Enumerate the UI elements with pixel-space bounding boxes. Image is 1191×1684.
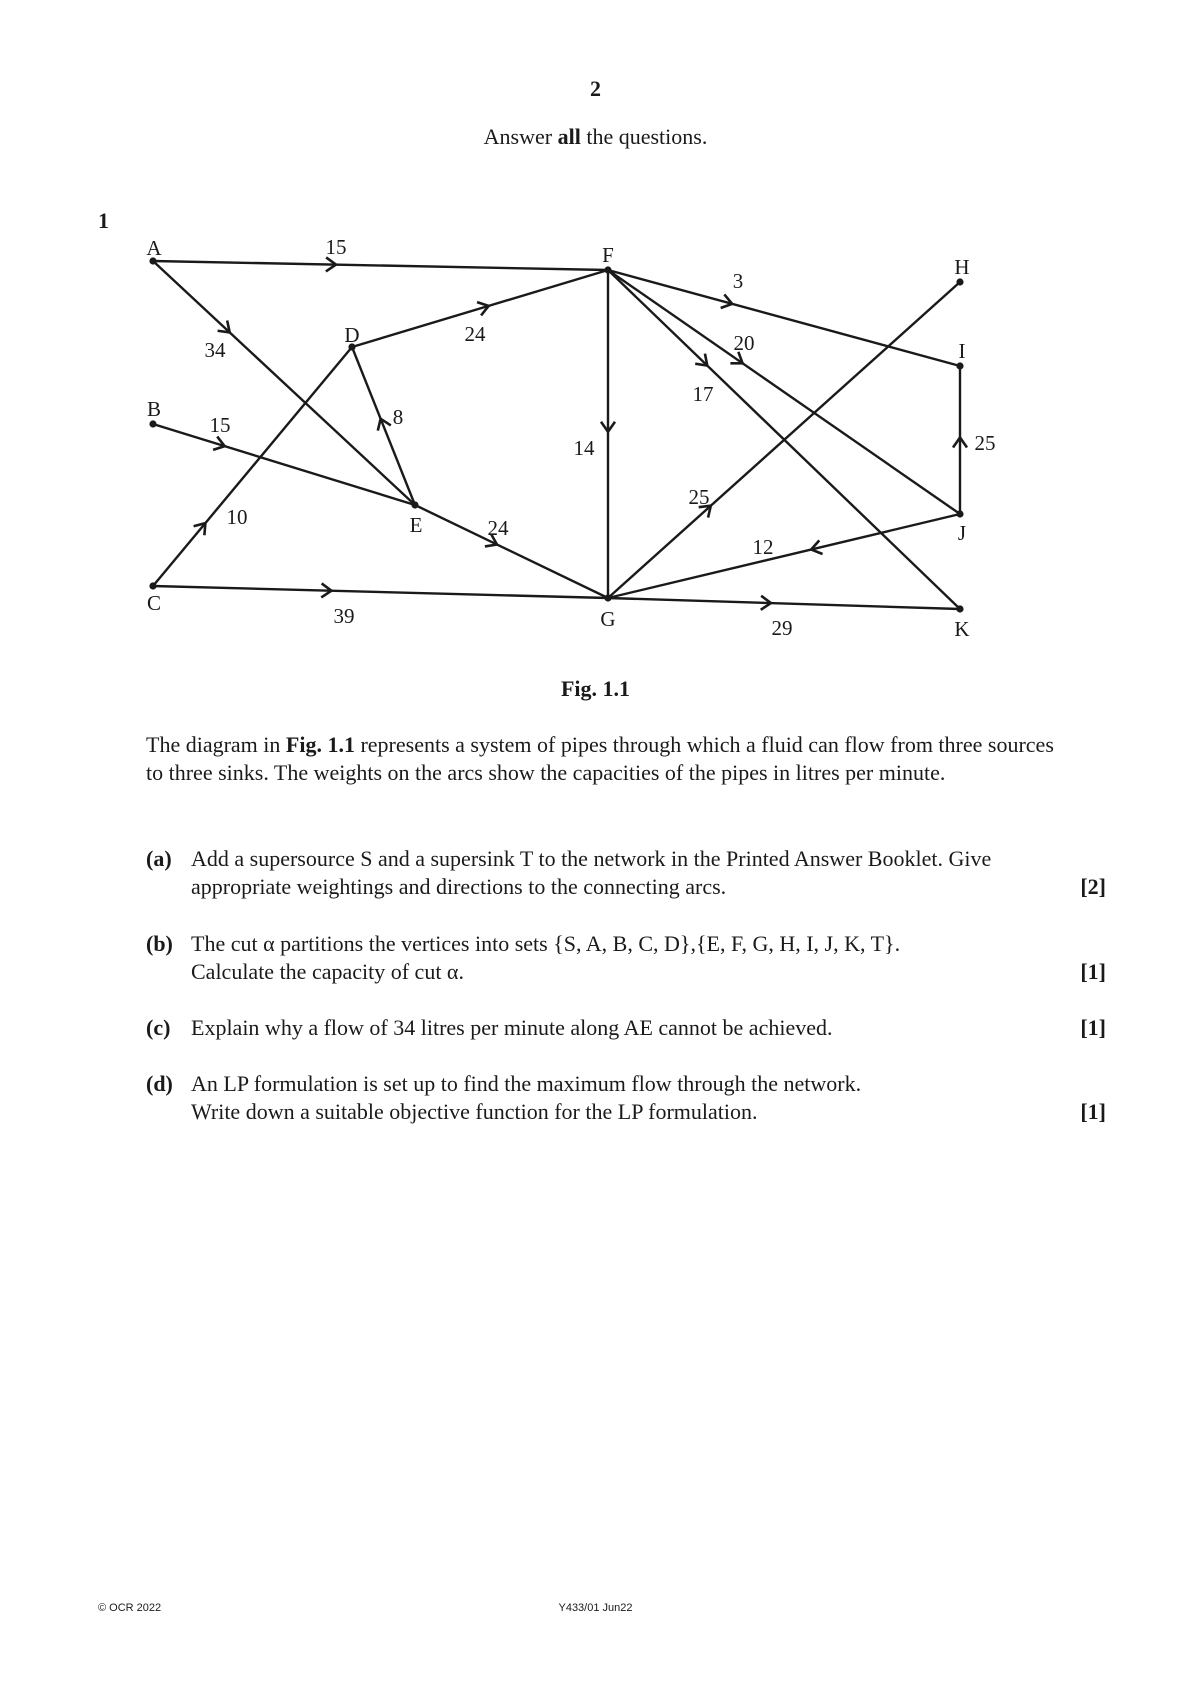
node-h-label: H [954, 255, 970, 279]
part-c-marks: [1] [1080, 1015, 1106, 1040]
arc-fj [608, 270, 960, 514]
part-a-line2: appropriate weightings and directions to the connecting arcs. [191, 874, 727, 899]
node-j-label: J [957, 521, 967, 545]
intro-figure-ref: Fig. 1.1 [285, 732, 355, 757]
instruction-bold: all [557, 124, 581, 149]
question-number: 1 [98, 208, 109, 233]
node-c-label: C [146, 591, 162, 615]
question-intro [146, 731, 1076, 787]
arc-ji-weight: 25 [974, 431, 996, 455]
arc-cd-weight: 10 [226, 505, 248, 529]
arc-ae [153, 261, 415, 505]
node-g-label: G [600, 607, 616, 631]
node-b-label: B [146, 397, 162, 421]
footer-paper-code: Y433/01 Jun22 [558, 1602, 633, 1614]
part-a-text [191, 845, 1051, 901]
node-f [604, 266, 611, 273]
node-i [956, 362, 963, 369]
part-c-label: (c) [146, 1015, 171, 1040]
arc-gh [608, 282, 960, 598]
arc-be [153, 424, 415, 505]
arc-cg-weight: 39 [333, 604, 355, 628]
intro-prefix: The diagram in [146, 732, 286, 757]
part-a-label: (a) [146, 846, 172, 871]
part-b-line2: Calculate the capacity of cut α. [191, 959, 464, 984]
arc-fi [608, 270, 960, 366]
part-a-marks: [2] [1080, 874, 1106, 899]
part-d-line2: Write down a suitable objective function for the LP formulation. [191, 1099, 758, 1124]
arc-af-weight: 15 [325, 235, 347, 259]
arc-ae-weight: 34 [204, 338, 226, 362]
node-i-label: I [958, 339, 966, 363]
part-d-label: (d) [146, 1071, 173, 1096]
instruction-prefix: Answer [483, 124, 558, 149]
arc-fj-weight: 20 [733, 331, 755, 355]
node-h [956, 278, 963, 285]
node-k [956, 605, 963, 612]
arc-ed-weight: 8 [392, 405, 404, 429]
footer-copyright: © OCR 2022 [98, 1602, 162, 1614]
arc-af [153, 261, 608, 270]
part-c-text [191, 1014, 1051, 1042]
node-e-label: E [409, 513, 423, 537]
figure-caption: Fig. 1.1 [560, 676, 631, 701]
arc-fk-weight: 17 [692, 382, 714, 406]
part-a-line1: Add a supersource S and a supersink T to the network in the Printed Answer Booklet. Give [191, 846, 992, 871]
node-f-label: F [602, 243, 614, 267]
page-number: 2 [590, 76, 601, 101]
arc-eg-weight: 24 [487, 516, 509, 540]
arc-jg-weight: 12 [752, 535, 774, 559]
network-diagram [0, 0, 1191, 680]
arc-fi-weight: 3 [732, 269, 744, 293]
arc-eg [415, 505, 608, 598]
part-c-line1: Explain why a flow of 34 litres per minute along AE cannot be achieved. [191, 1015, 833, 1040]
part-b-label: (b) [146, 931, 173, 956]
intro-text: represents a system of pipes through which a fluid can flow from three sources to three sinks. The weights on the arcs show the capacities of the pipes in litres per minute. [146, 732, 1054, 785]
arc-be-weight: 15 [209, 413, 231, 437]
part-d-line1: An LP formulation is set up to find the maximum flow through the network. [191, 1071, 862, 1096]
part-b-marks: [1] [1080, 959, 1106, 984]
node-a-label: A [146, 236, 162, 260]
arc-fg-weight: 14 [573, 436, 595, 460]
arc-gh-weight: 25 [688, 485, 710, 509]
part-b-text [191, 930, 1051, 986]
part-d-marks: [1] [1080, 1099, 1106, 1124]
node-g [604, 594, 611, 601]
node-k-label: K [954, 617, 970, 641]
arc-jg [608, 514, 960, 598]
arc-gk [608, 598, 960, 609]
arc-ed [352, 347, 415, 505]
arc-cg [153, 586, 608, 598]
part-b-line1: The cut α partitions the vertices into sets {S, A, B, C, D},{E, F, G, H, I, J, K, T}. [191, 931, 901, 956]
node-d-label: D [344, 323, 360, 347]
instruction-suffix: the questions. [580, 124, 708, 149]
node-e [411, 501, 418, 508]
arc-gk-weight: 29 [771, 616, 793, 640]
node-b [149, 420, 156, 427]
node-c [149, 582, 156, 589]
arc-cd [153, 347, 352, 586]
node-j [956, 510, 963, 517]
part-d-text [191, 1070, 1051, 1126]
arc-df-weight: 24 [464, 322, 486, 346]
